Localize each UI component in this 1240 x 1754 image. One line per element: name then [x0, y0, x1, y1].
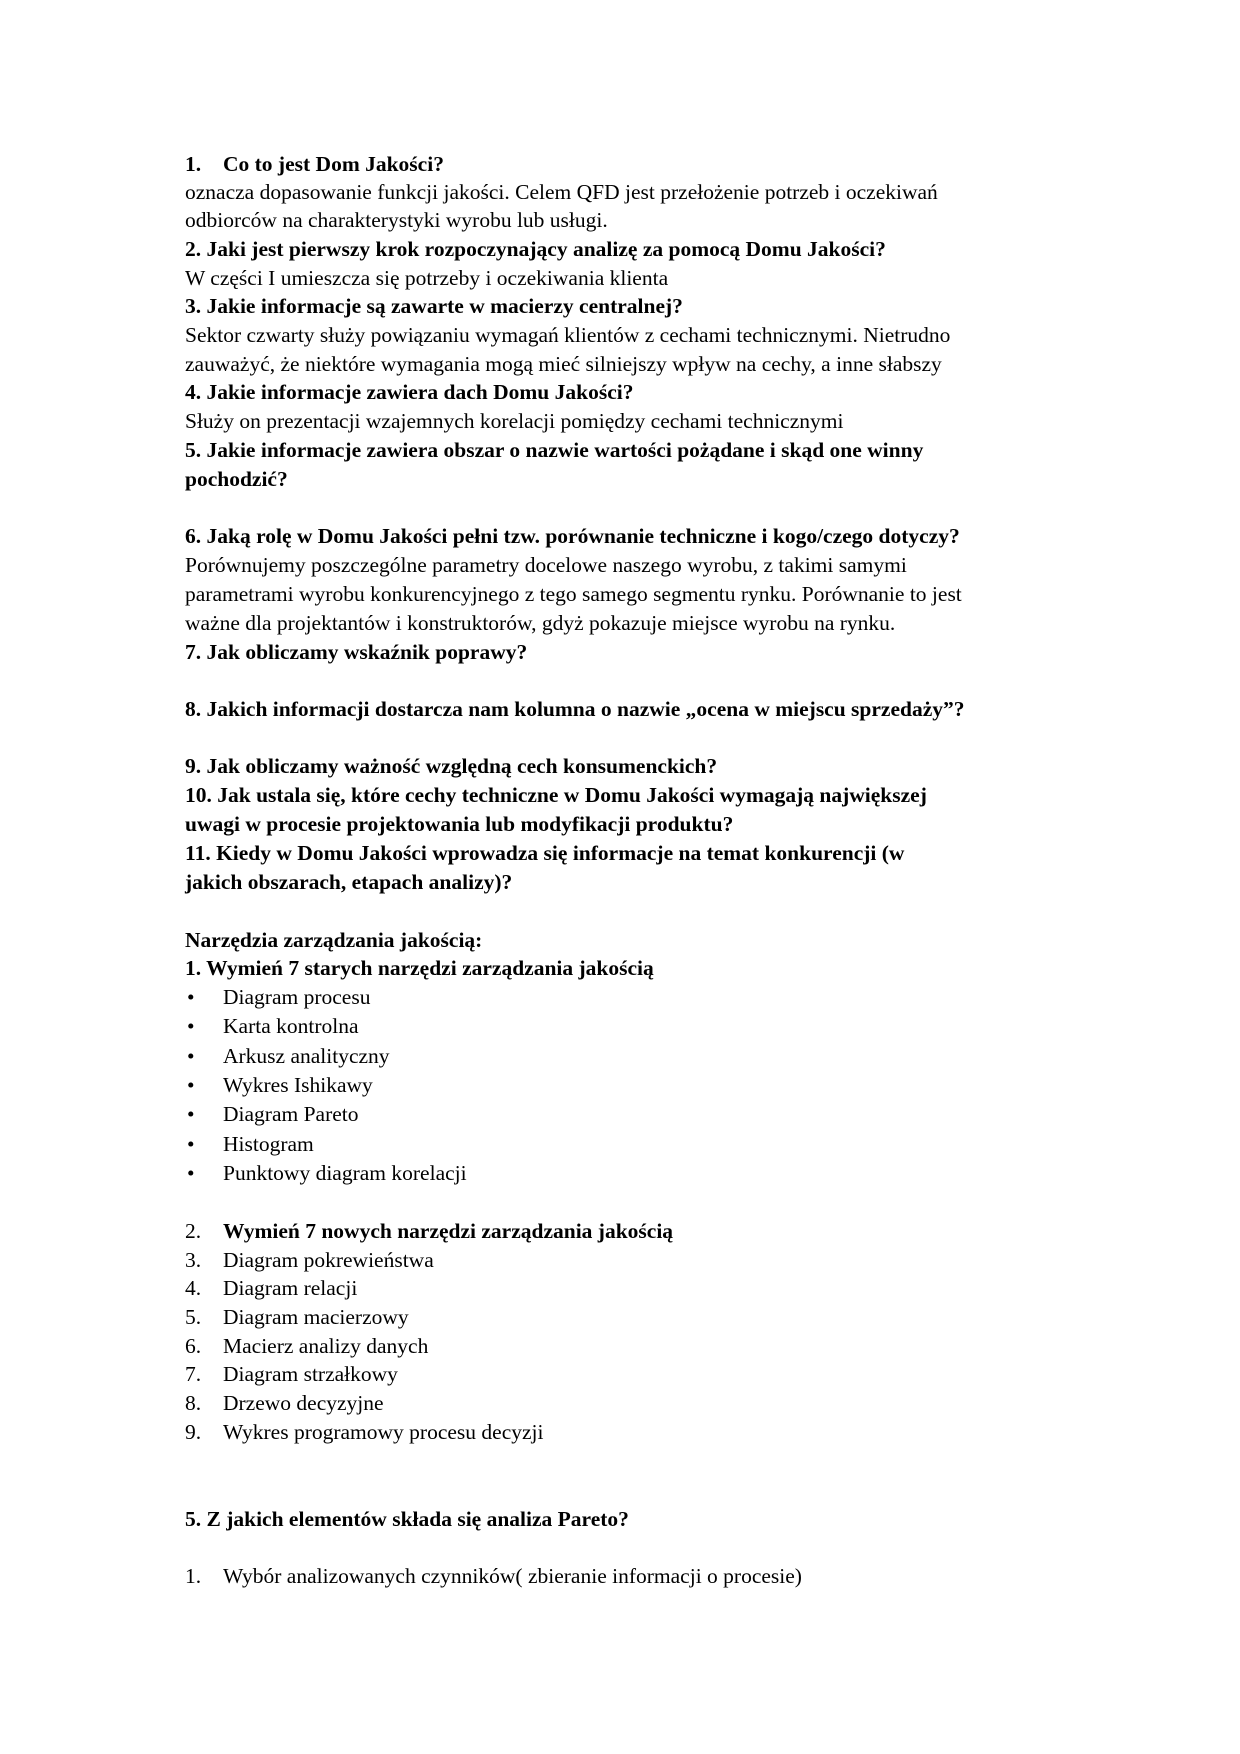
- pareto-question: 5. Z jakich elementów składa się analiza Pareto?: [185, 1507, 629, 1531]
- answer-6-line-1: Porównujemy poszczególne parametry docelowe naszego wyrobu, z takimi samymi: [185, 553, 907, 577]
- bullet-icon: •: [187, 1102, 195, 1126]
- answer-4: Służy on prezentacji wzajemnych korelacji pomiędzy cechami technicznymi: [185, 409, 844, 433]
- answer-1-line-2: odbiorców na charakterystyki wyrobu lub usługi.: [185, 208, 608, 232]
- bullet-icon: •: [187, 1132, 195, 1156]
- question-1: Co to jest Dom Jakości?: [223, 152, 444, 176]
- question-5-line-2: pochodzić?: [185, 467, 288, 491]
- old-tool-item: Karta kontrolna: [223, 1014, 359, 1038]
- new-tool-number: 4.: [185, 1276, 202, 1300]
- new-tool-item: Diagram macierzowy: [223, 1305, 409, 1329]
- answer-2: W części I umieszcza się potrzeby i oczekiwania klienta: [185, 266, 669, 290]
- new-tool-item: Diagram pokrewieństwa: [223, 1248, 434, 1272]
- new-tool-number: 9.: [185, 1420, 202, 1444]
- old-tool-item: Arkusz analityczny: [223, 1044, 390, 1068]
- new-tool-item: Diagram strzałkowy: [223, 1362, 398, 1386]
- pareto-item: Wybór analizowanych czynników( zbieranie informacji o procesie): [223, 1564, 802, 1588]
- new-tool-number: 6.: [185, 1334, 202, 1358]
- new-tool-item: Wykres programowy procesu decyzji: [223, 1420, 544, 1444]
- answer-3-line-2: zauważyć, że niektóre wymagania mogą mieć silniejszy wpływ na cechy, a inne słabszy: [185, 352, 942, 376]
- question-11-line-1: 11. Kiedy w Domu Jakości wprowadza się informacje na temat konkurencji (w: [185, 841, 905, 865]
- question-1-number: 1.: [185, 152, 202, 176]
- question-4: 4. Jakie informacje zawiera dach Domu Jakości?: [185, 380, 634, 404]
- new-tool-item: Macierz analizy danych: [223, 1334, 429, 1358]
- old-tool-item: Wykres Ishikawy: [223, 1073, 373, 1097]
- tools-question-2-number: 2.: [185, 1219, 202, 1243]
- bullet-icon: •: [187, 1044, 195, 1068]
- old-tool-item: Histogram: [223, 1132, 314, 1156]
- old-tool-item: Punktowy diagram korelacji: [223, 1161, 467, 1185]
- question-8: 8. Jakich informacji dostarcza nam kolumna o nazwie „ocena w miejscu sprzedaży”?: [185, 697, 965, 721]
- question-7: 7. Jak obliczamy wskaźnik poprawy?: [185, 640, 528, 664]
- answer-1-line-1: oznacza dopasowanie funkcji jakości. Celem QFD jest przełożenie potrzeb i oczekiwań: [185, 180, 938, 204]
- tools-question-1: 1. Wymień 7 starych narzędzi zarządzania jakością: [185, 956, 654, 980]
- new-tool-item: Diagram relacji: [223, 1276, 358, 1300]
- answer-6-line-2: parametrami wyrobu konkurencyjnego z tego samego segmentu rynku. Porównanie to jest: [185, 582, 962, 606]
- new-tool-number: 5.: [185, 1305, 202, 1329]
- new-tool-number: 7.: [185, 1362, 202, 1386]
- new-tool-number: 3.: [185, 1248, 202, 1272]
- answer-3-line-1: Sektor czwarty służy powiązaniu wymagań klientów z cechami technicznymi. Nietrudno: [185, 323, 951, 347]
- answer-6-line-3: ważne dla projektantów i konstruktorów, gdyż pokazuje miejsce wyrobu na rynku.: [185, 611, 896, 635]
- bullet-icon: •: [187, 1014, 195, 1038]
- tools-question-2: Wymień 7 nowych narzędzi zarządzania jakością: [223, 1219, 674, 1243]
- old-tool-item: Diagram procesu: [223, 985, 371, 1009]
- new-tool-number: 8.: [185, 1391, 202, 1415]
- pareto-item-number: 1.: [185, 1564, 202, 1588]
- question-10-line-1: 10. Jak ustala się, które cechy techniczne w Domu Jakości wymagają największej: [185, 783, 927, 807]
- old-tool-item: Diagram Pareto: [223, 1102, 359, 1126]
- question-5-line-1: 5. Jakie informacje zawiera obszar o nazwie wartości pożądane i skąd one winny: [185, 438, 924, 462]
- question-2: 2. Jaki jest pierwszy krok rozpoczynający analizę za pomocą Domu Jakości?: [185, 237, 886, 261]
- bullet-icon: •: [187, 1161, 195, 1185]
- new-tool-item: Drzewo decyzyjne: [223, 1391, 384, 1415]
- question-9: 9. Jak obliczamy ważność względną cech konsumenckich?: [185, 754, 718, 778]
- bullet-icon: •: [187, 985, 195, 1009]
- question-10-line-2: uwagi w procesie projektowania lub modyfikacji produktu?: [185, 812, 734, 836]
- question-11-line-2: jakich obszarach, etapach analizy)?: [185, 870, 513, 894]
- question-3: 3. Jakie informacje są zawarte w macierzy centralnej?: [185, 294, 683, 318]
- tools-heading: Narzędzia zarządzania jakością:: [185, 928, 483, 952]
- question-6: 6. Jaką rolę w Domu Jakości pełni tzw. porównanie techniczne i kogo/czego dotyczy?: [185, 524, 960, 548]
- bullet-icon: •: [187, 1073, 195, 1097]
